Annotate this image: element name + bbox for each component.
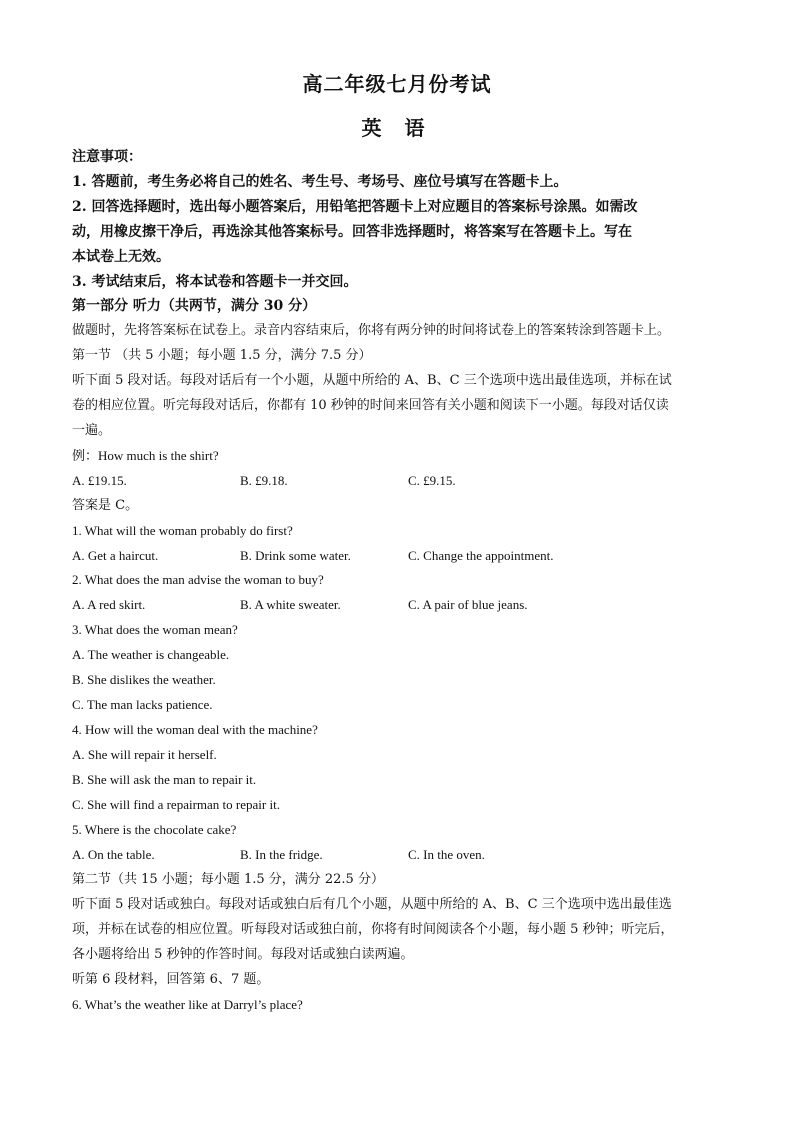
notice-item-2-line-2: 动，用橡皮擦干净后，再选涂其他答案标号。回答非选择题时，将答案写在答题卡上。写在 [72, 224, 632, 240]
exam-title: 高二年级七月份考试 [302, 72, 492, 96]
question-2-option-b: B. A white sweater. [240, 597, 341, 612]
section2-instruction-line-3: 各小题将给出 5 秒钟的作答时间。每段对话或独白读两遍。 [72, 947, 414, 962]
section1-instruction-line-2: 卷的相应位置。听完每段对话后，你都有 10 秒钟的时间来回答有关小题和阅读下一小题。每段对话仅读 [72, 398, 669, 413]
question-1-option-c: C. Change the appointment. [408, 548, 554, 563]
question-3-option-b: B. She dislikes the weather. [72, 672, 216, 687]
example-question: 例：How much is the shirt? [72, 448, 219, 463]
section2-instruction-line-1: 听下面 5 段对话或独白。每段对话或独白后有几个小题，从题中所给的 A、B、C 三个选项中选出最佳选 [72, 897, 672, 912]
example-option-a: A. £19.15. [72, 473, 127, 488]
material-6-note: 听第 6 段材料，回答第 6、7 题。 [72, 972, 270, 987]
question-5-option-b: B. In the fridge. [240, 847, 323, 862]
notice-item-2-line-3: 本试卷上无效。 [72, 249, 170, 265]
notice-heading: 注意事项： [72, 149, 142, 165]
question-4-option-c: C. She will find a repairman to repair it. [72, 797, 280, 812]
question-5-option-a: A. On the table. [72, 847, 155, 862]
part1-intro: 做题时，先将答案标在试卷上。录音内容结束后，你将有两分钟的时间将试卷上的答案转涂到答题卡上。 [72, 323, 671, 338]
question-2: 2. What does the man advise the woman to buy? [72, 572, 324, 587]
section1-instruction-line-3: 一遍。 [72, 423, 112, 438]
notice-item-3: 3. 考试结束后，将本试卷和答题卡一并交回。 [72, 274, 358, 290]
question-5: 5. Where is the chocolate cake? [72, 822, 237, 837]
question-3: 3. What does the woman mean? [72, 622, 238, 637]
question-1: 1. What will the woman probably do first? [72, 523, 293, 538]
notice-item-1: 1. 答题前，考生务必将自己的姓名、考生号、考场号、座位号填写在答题卡上。 [72, 174, 568, 190]
question-4-option-a: A. She will repair it herself. [72, 747, 217, 762]
example-option-b: B. £9.18. [240, 473, 288, 488]
part1-heading: 第一部分 听力（共两节，满分 30 分） [72, 298, 317, 314]
question-4: 4. How will the woman deal with the machine? [72, 722, 318, 737]
question-1-option-a: A. Get a haircut. [72, 548, 159, 563]
question-1-option-b: B. Drink some water. [240, 548, 351, 563]
section1-instruction-line-1: 听下面 5 段对话。每段对话后有一个小题，从题中所给的 A、B、C 三个选项中选出最佳选项，并标在试 [72, 373, 672, 388]
subject-title: 英 语 [361, 116, 433, 140]
example-option-c: C. £9.15. [408, 473, 456, 488]
question-3-option-a: A. The weather is changeable. [72, 647, 230, 662]
question-6: 6. What’s the weather like at Darryl’s place? [72, 997, 303, 1012]
section2-instruction-line-2: 项，并标在试卷的相应位置。听每段对话或独白前，你将有时间阅读各个小题，每小题 5 秒钟；听完后， [72, 922, 674, 937]
notice-item-2-line-1: 2. 回答选择题时，选出每小题答案后，用铅笔把答题卡上对应题目的答案标号涂黑。如需改 [72, 199, 638, 215]
question-3-option-c: C. The man lacks patience. [72, 697, 213, 712]
question-2-option-a: A. A red skirt. [72, 597, 146, 612]
example-answer: 答案是 C。 [72, 498, 139, 513]
question-2-option-c: C. A pair of blue jeans. [408, 597, 528, 612]
section1-heading: 第一节 （共 5 小题；每小题 1.5 分，满分 7.5 分） [72, 348, 372, 363]
question-5-option-c: C. In the oven. [408, 847, 485, 862]
section2-heading: 第二节（共 15 小题；每小题 1.5 分，满分 22.5 分） [72, 872, 384, 887]
question-4-option-b: B. She will ask the man to repair it. [72, 772, 257, 787]
